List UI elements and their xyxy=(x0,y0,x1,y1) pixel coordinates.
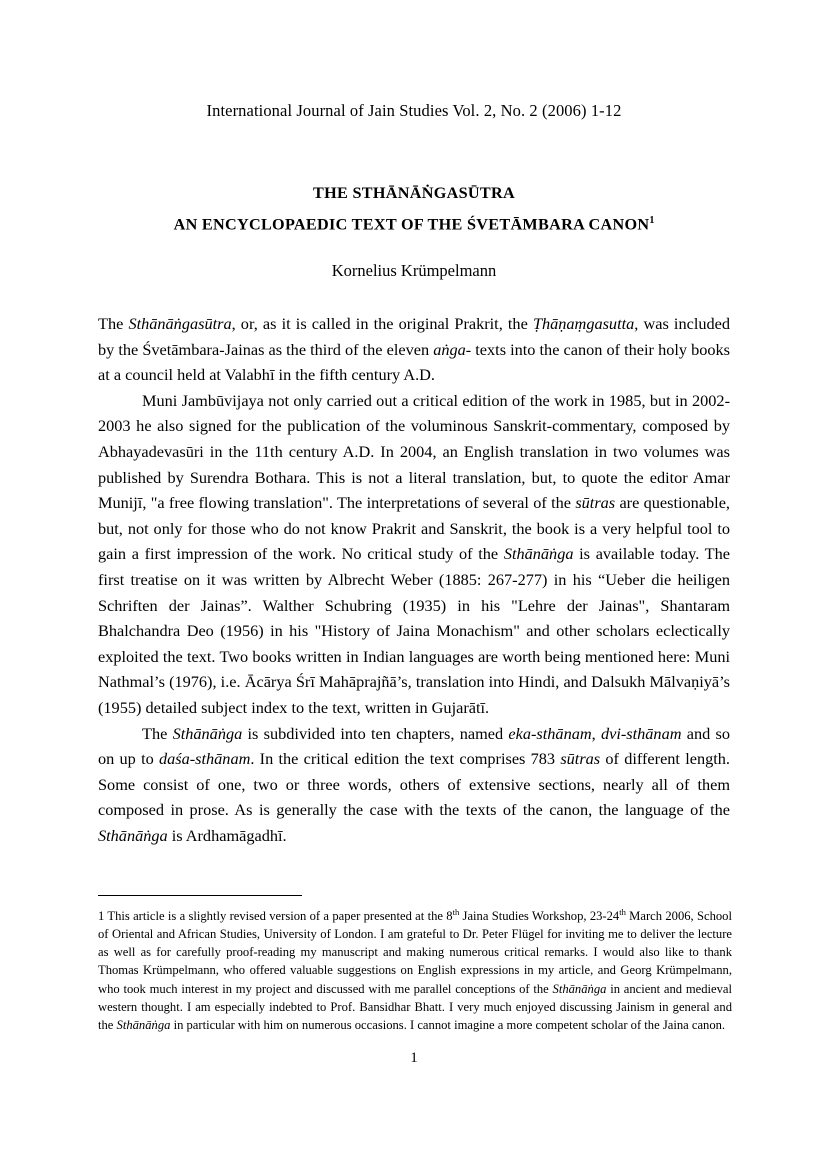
p3-text-1: The xyxy=(142,723,173,743)
p3-text-6: of different length. Some consist of one, two or three words, others of extensive sections, nearly all of them composed in prose. As is generally the case with the texts of the canon, the language of the xyxy=(98,749,730,820)
paragraph-2 xyxy=(98,388,730,721)
footnote-separator-rule xyxy=(98,895,302,896)
footnote-italic-1: Sthānāṅga xyxy=(552,981,607,996)
p3-text-2: is subdivided into ten chapters, named xyxy=(242,723,509,743)
p1-italic-2: Ṭhāṇaṃgasutta xyxy=(532,314,635,333)
p3-italic-6: Sthānāṅga xyxy=(98,825,168,845)
title-footnote-marker: 1 xyxy=(649,215,655,226)
page-number: 1 xyxy=(410,1050,418,1066)
footnote-text-2: Jaina Studies Workshop, 23-24 xyxy=(459,909,620,924)
paragraph-3 xyxy=(98,721,730,849)
p1-text-2: , or, as it is called in the original Prakrit, the xyxy=(231,314,533,333)
footnote-1 xyxy=(98,903,732,1034)
p3-text-3: , xyxy=(591,723,601,743)
footnote-text-3: March 2006, School of Oriental and African Studies, University of London. I am grateful to Dr. Peter Flügel for inviting me to deliver the lecture as well as for carefully proof-reading my manuscript and making numerous critical remarks. I would also like to thank Thomas Krümpelmann, who offered valuable suggestions on English expressions in my article, and Georg Krümpelmann, who took much interest in my project and discussed with me parallel conceptions of the xyxy=(98,909,732,996)
title-block xyxy=(98,179,730,238)
p1-italic-3: aṅga- xyxy=(433,339,472,359)
footnote-sup-1: th xyxy=(452,907,460,917)
title-line-2-text: AN ENCYCLOPAEDIC TEXT OF THE ŚVETĀMBARA CANON xyxy=(173,215,650,234)
footnote-marker: 1 xyxy=(98,909,105,924)
p3-text-7: is Ardhamāgadhī. xyxy=(167,825,287,845)
p3-italic-3: dvi-sthānam xyxy=(600,723,682,743)
p2-text-3: is available today. The first treatise on it was written by Albrecht Weber (1885: 267-277) in his “Ueber die heiligen Schriften der Jainas”. Walther Schubring (1935) in his "Lehre der Jainas", Shantaram Bhalchandra Deo (1956) in his "History of Jaina Monachism" and other scholars eclectically exploited the text. Two books written in Indian languages are worth being mentioned here: Muni Nathmal’s (1976), i.e. Ācārya Śrī Mahāprajñā’s, translation into Hindi, and Dalsukh Mālvaṇiyā’s (1955) detailed subject index to the text, written in Gujarātī. xyxy=(98,544,730,717)
body-text xyxy=(98,311,730,848)
p2-text-2: are questionable, but, not only for those who do not know Prakrit and Sanskrit, the book is a very helpful tool to gain a first impression of the work. No critical study of the xyxy=(98,493,731,564)
p3-italic-5: sūtras xyxy=(560,749,601,769)
p2-italic-1: sūtras xyxy=(575,493,616,513)
p1-text-1: The xyxy=(98,314,129,333)
p2-text-1: Muni Jambūvijaya not only carried out a critical edition of the work in 1985, but in 2002-2003 he also signed for the publication of the voluminous Sanskrit-commentary, composed by Abhayadevasūri in the 11th century A.D. In 2004, an English translation in two volumes was published by Surendra Bothara. This is not a literal translation, but, to quote the editor Amar Munijī, "a free flowing translation". The interpretations of several of the xyxy=(98,390,730,513)
title-line-1-text: THE STHĀNĀṄGASŪTRA xyxy=(313,184,515,202)
footnote-text-1: This article is a slightly revised version of a paper presented at the 8 xyxy=(104,909,453,924)
footnote-sup-2: th xyxy=(619,907,626,917)
p1-text-4: texts into the canon of their holy books at a council held at Valabhī in the fifth century A.D. xyxy=(98,339,730,385)
footnote-block xyxy=(98,903,732,1034)
title-line-1 xyxy=(98,179,730,207)
author-name: Kornelius Krümpelmann xyxy=(331,261,497,280)
paragraph-1 xyxy=(98,311,730,388)
footnote-text-4: in ancient and medieval western thought. I am especially indebted to Prof. Bansidhar Bhatt. I very much enjoyed discussing Jainism in general and the xyxy=(98,981,732,1032)
footnote-text-5: in particular with him on numerous occasions. I cannot imagine a more competent scholar of the Jaina canon. xyxy=(170,1017,726,1032)
title-line-2 xyxy=(98,207,730,238)
p1-text-3: , was included by the Śvetāmbara-Jainas as the third of the eleven xyxy=(98,314,730,359)
p1-italic-1: Sthānāṅgasūtra xyxy=(128,314,232,333)
p2-italic-2: Sthānāṅga xyxy=(503,544,574,564)
p3-italic-2: eka-sthānam xyxy=(508,723,592,743)
p3-italic-1: Sthānāṅga xyxy=(172,723,243,743)
p3-text-5: . In the critical edition the text comprises 783 xyxy=(250,749,561,769)
p3-italic-4: daśa-sthānam xyxy=(158,749,251,769)
footnote-italic-2: Sthānāṅga xyxy=(116,1017,171,1032)
running-head: International Journal of Jain Studies Vol. 2, No. 2 (2006) 1-12 xyxy=(206,101,622,120)
p3-text-4: and so on up to xyxy=(98,723,731,769)
